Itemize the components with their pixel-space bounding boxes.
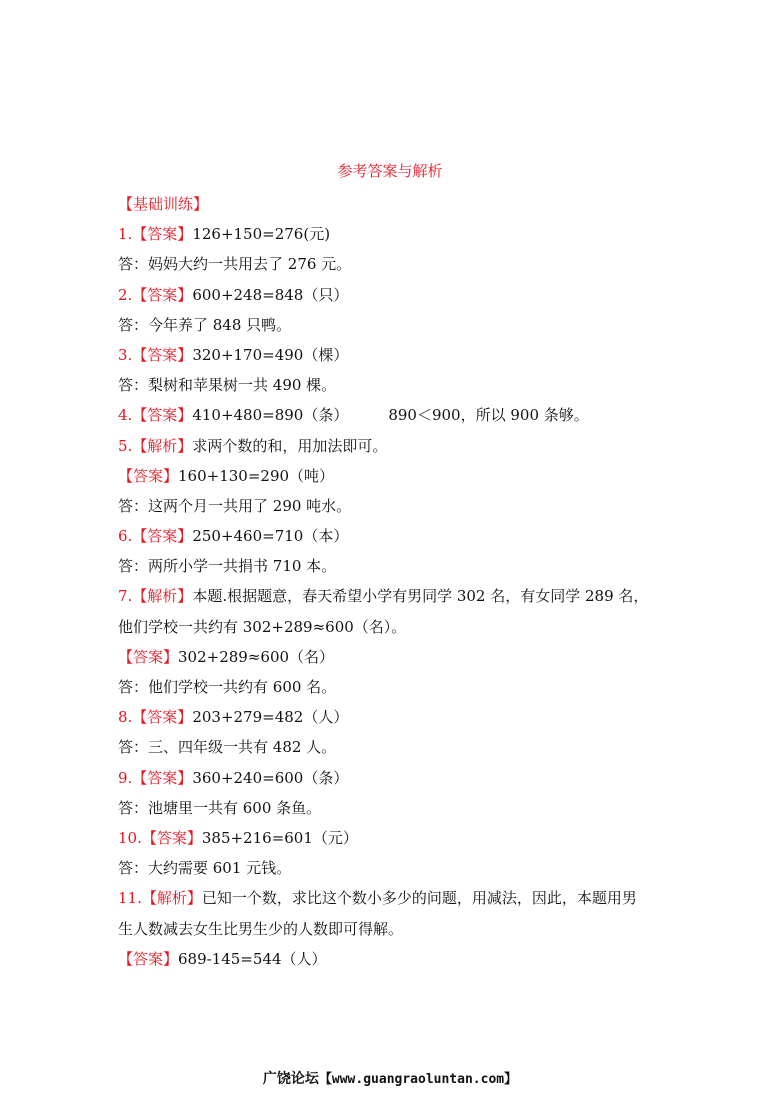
q10-reply: 答：大约需要 601 元钱。 [118, 859, 292, 878]
q5-analysis-line [118, 431, 678, 461]
q4-value: 410+480=890（条） [192, 406, 349, 425]
q5-label: 5.【解析】 [118, 436, 193, 455]
q2-answer-line [118, 280, 678, 310]
q1-answer-line [118, 219, 678, 249]
q7-answer-line [118, 642, 678, 672]
footer-url-link[interactable]: 【www.guangraoluntan.com】 [318, 1072, 518, 1087]
q5-label2: 【答案】 [118, 466, 179, 485]
q11-analysis-cont: 生人数减去女生比男生少的人数即可得解。 [118, 919, 404, 938]
q7-analysis-cont: 他们学校一共约有 302+289≈600（名）。 [118, 617, 407, 636]
q11-analysis-line [118, 883, 678, 913]
q10-answer-line [118, 823, 678, 853]
q10-label: 10.【答案】 [118, 828, 202, 847]
q9-reply: 答：池塘里一共有 600 条鱼。 [118, 798, 322, 817]
q9-label: 9.【答案】 [118, 768, 193, 787]
q9-answer-line [118, 763, 678, 793]
q5-answer-line [118, 461, 678, 491]
q11-answer-line [118, 944, 678, 974]
q10-value: 385+216=601（元） [201, 828, 358, 847]
q8-value: 203+279=482（人） [192, 708, 349, 727]
q5-reply: 答：这两个月一共用了 290 吨水。 [118, 496, 352, 515]
section-heading: 【基础训练】 [118, 195, 209, 213]
answer-content [118, 189, 678, 974]
q7-value2: 302+289≈600（名） [178, 647, 335, 666]
q11-label: 11.【解析】 [118, 889, 202, 908]
q4-answer-line [118, 400, 678, 430]
q6-reply: 答：两所小学一共捐书 710 本。 [118, 557, 337, 576]
q7-label2: 【答案】 [118, 647, 179, 666]
q5-value: 求两个数的和，用加法即可。 [192, 436, 388, 455]
page-title: 参考答案与解析 [337, 162, 443, 180]
q6-label: 6.【答案】 [118, 527, 193, 546]
q8-label: 8.【答案】 [118, 708, 193, 727]
q4-label: 4.【答案】 [118, 406, 193, 425]
q2-label: 2.【答案】 [118, 285, 193, 304]
q3-reply: 答：梨树和苹果树一共 490 棵。 [118, 376, 337, 395]
q8-reply: 答：三、四年级一共有 482 人。 [118, 738, 337, 757]
page-footer [0, 1068, 780, 1088]
q1-label: 1.【答案】 [118, 225, 193, 244]
q9-value: 360+240=600（条） [192, 768, 349, 787]
q6-value: 250+460=710（本） [192, 527, 349, 546]
q2-reply: 答：今年养了 848 只鸭。 [118, 315, 292, 334]
q7-label: 7.【解析】 [118, 587, 193, 606]
q7-value: 本题.根据题意，春天希望小学有男同学 302 名，有女同学 289 名， [192, 587, 649, 606]
q3-value: 320+170=490（棵） [192, 345, 349, 364]
q6-answer-line [118, 521, 678, 551]
footer-site-name: 广饶论坛 [262, 1071, 319, 1087]
q7-analysis-line [118, 581, 678, 611]
q4-extra: 890＜900，所以 900 条够。 [388, 406, 589, 425]
q3-label: 3.【答案】 [118, 345, 193, 364]
q5-value2: 160+130=290（吨） [178, 466, 335, 485]
q3-answer-line [118, 340, 678, 370]
q1-reply: 答：妈妈大约一共用去了 276 元。 [118, 255, 352, 274]
q11-value2: 689-145=544（人） [178, 949, 327, 968]
q2-value: 600+248=848（只） [192, 285, 349, 304]
q11-label2: 【答案】 [118, 949, 179, 968]
q1-value: 126+150=276(元) [192, 225, 331, 244]
q7-reply: 答：他们学校一共约有 600 名。 [118, 678, 337, 696]
q8-answer-line [118, 702, 678, 732]
q11-value: 已知一个数，求比这个数小多少的问题，用减法，因此，本题用男 [201, 889, 637, 908]
